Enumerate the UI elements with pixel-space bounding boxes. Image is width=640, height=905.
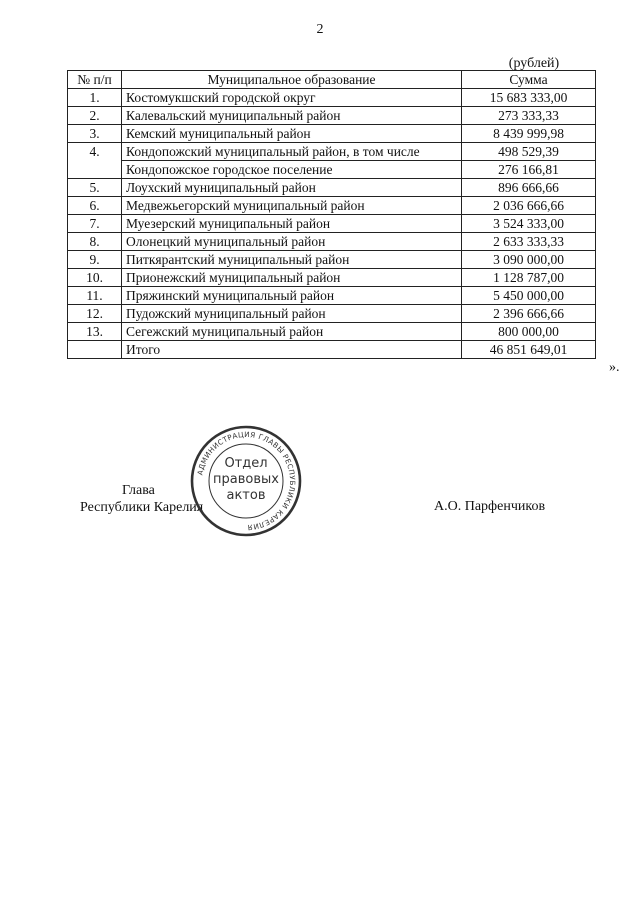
table-row xyxy=(68,89,596,107)
row-number: 6. xyxy=(68,197,122,215)
seal-line2: правовых xyxy=(213,472,279,487)
row-sum: 276 166,81 xyxy=(462,161,596,179)
total-row xyxy=(68,341,596,359)
row-sum: 15 683 333,00 xyxy=(462,89,596,107)
row-name: Прионежский муниципальный район xyxy=(122,269,462,287)
table-row xyxy=(68,323,596,341)
row-sum: 2 396 666,66 xyxy=(462,305,596,323)
table-row xyxy=(68,215,596,233)
row-sum: 3 090 000,00 xyxy=(462,251,596,269)
row-number: 2. xyxy=(68,107,122,125)
allocation-table xyxy=(67,70,596,359)
row-sum: 1 128 787,00 xyxy=(462,269,596,287)
table-header-row xyxy=(68,71,596,89)
row-sum: 273 333,33 xyxy=(462,107,596,125)
row-name: Пудожский муниципальный район xyxy=(122,305,462,323)
row-sum: 2 633 333,33 xyxy=(462,233,596,251)
table-row xyxy=(68,107,596,125)
seal-line3: актов xyxy=(226,488,266,503)
row-number: 8. xyxy=(68,233,122,251)
row-sum: 498 529,39 xyxy=(462,143,596,161)
row-name: Сегежский муниципальный район xyxy=(122,323,462,341)
row-sum: 8 439 999,98 xyxy=(462,125,596,143)
total-number-cell xyxy=(68,341,122,359)
row-name: Муезерский муниципальный район xyxy=(122,215,462,233)
row-number: 5. xyxy=(68,179,122,197)
row-sum: 2 036 666,66 xyxy=(462,197,596,215)
header-sum: Сумма xyxy=(462,71,596,89)
header-number: № п/п xyxy=(68,71,122,89)
table-row xyxy=(68,269,596,287)
row-name: Кемский муниципальный район xyxy=(122,125,462,143)
page-number: 2 xyxy=(316,22,324,37)
row-number: 11. xyxy=(68,287,122,305)
header-municipality: Муниципальное образование xyxy=(122,71,462,89)
total-label: Итого xyxy=(122,341,462,359)
table-row xyxy=(68,179,596,197)
table-row xyxy=(68,143,596,161)
total-sum: 46 851 649,01 xyxy=(462,341,596,359)
row-number: 10. xyxy=(68,269,122,287)
row-name: Кондопожское городское поселение xyxy=(122,161,462,179)
row-number: 9. xyxy=(68,251,122,269)
row-name: Олонецкий муниципальный район xyxy=(122,233,462,251)
row-name: Кондопожский муниципальный район, в том числе xyxy=(122,143,462,161)
closing-quote-mark: ». xyxy=(609,360,620,375)
table-row xyxy=(68,233,596,251)
official-seal-stamp xyxy=(190,425,302,537)
signatory-name: А.О. Парфенчиков xyxy=(434,499,546,514)
table-row xyxy=(68,305,596,323)
row-number: 12. xyxy=(68,305,122,323)
row-name: Костомукшский городской округ xyxy=(122,89,462,107)
table-row xyxy=(68,287,596,305)
units-label: (рублей) xyxy=(508,56,560,71)
row-name: Калевальский муниципальный район xyxy=(122,107,462,125)
row-sum: 3 524 333,00 xyxy=(462,215,596,233)
row-name: Лоухский муниципальный район xyxy=(122,179,462,197)
table-row xyxy=(68,251,596,269)
table-row-subitem xyxy=(68,161,596,179)
row-sum: 800 000,00 xyxy=(462,323,596,341)
row-number: 7. xyxy=(68,215,122,233)
row-name: Пряжинский муниципальный район xyxy=(122,287,462,305)
seal-line1: Отдел xyxy=(224,456,268,471)
seal-ring-text: АДМИНИСТРАЦИЯ ГЛАВЫ РЕСПУБЛИКИ КАРЕЛИЯ xyxy=(195,429,298,533)
signature-title-line1: Глава xyxy=(122,483,155,498)
row-sum: 896 666,66 xyxy=(462,179,596,197)
row-number: 3. xyxy=(68,125,122,143)
row-name: Питкярантский муниципальный район xyxy=(122,251,462,269)
table-row xyxy=(68,125,596,143)
row-number: 1. xyxy=(68,89,122,107)
signature-title-line2: Республики Карелия xyxy=(80,500,204,515)
table-row xyxy=(68,197,596,215)
row-name: Медвежьегорский муниципальный район xyxy=(122,197,462,215)
row-number: 13. xyxy=(68,323,122,341)
row-number: 4. xyxy=(68,143,122,179)
row-sum: 5 450 000,00 xyxy=(462,287,596,305)
